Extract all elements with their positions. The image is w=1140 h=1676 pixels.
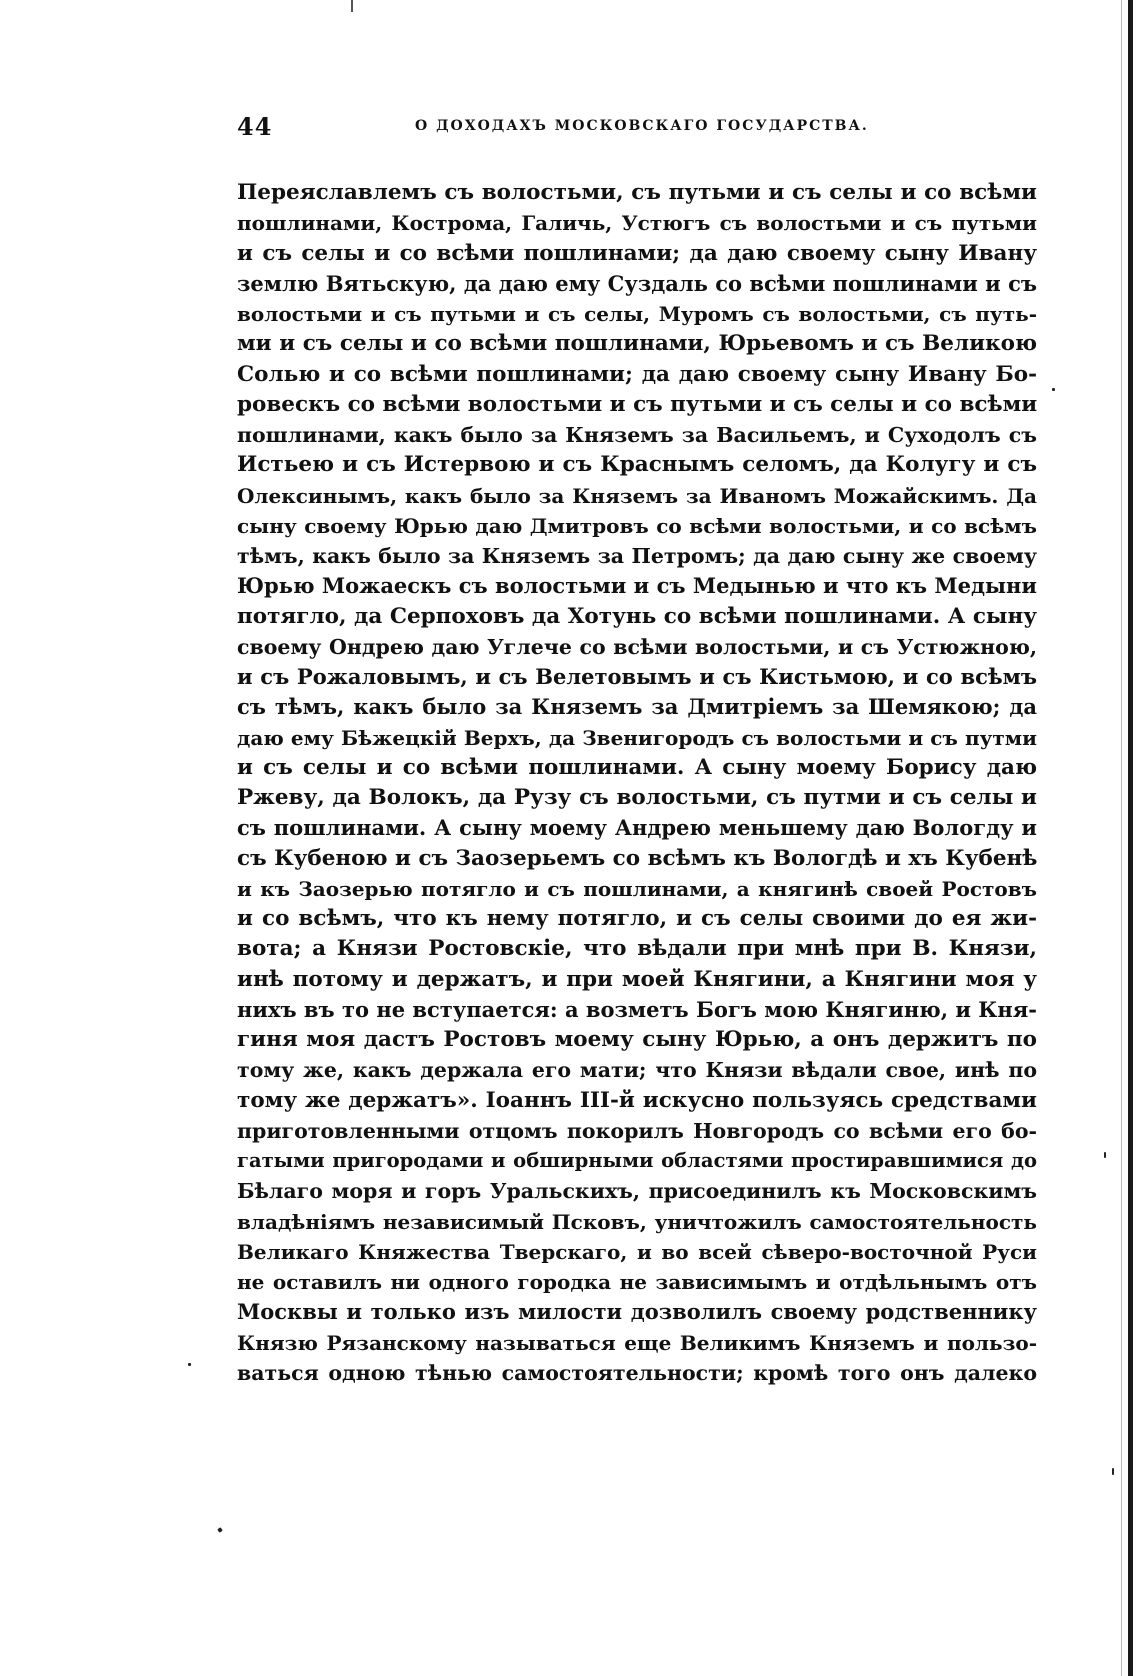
text-line: приготовленными отцомъ покорилъ Новгородъ со всѣми его бо-	[237, 1118, 1037, 1143]
text-line: волостьми и съ путьми и съ селы, Муромъ съ волостьми, съ путь-	[237, 302, 1037, 326]
text-line: Солью и со всѣми пошлинами; да даю своему сыну Ивану Бо-	[237, 361, 1037, 387]
text-line: даю ему Бѣжецкій Верхъ, да Звенигородъ съ волостьми и съ путми	[237, 725, 1037, 750]
ink-speck	[217, 1527, 223, 1533]
text-line: тѣмъ, какъ было за Княземъ за Петромъ; да даю сыну же своему	[237, 544, 1037, 568]
ink-speck	[1112, 1468, 1114, 1475]
text-line: вота; а Князи Ростовскіе, что вѣдали при мнѣ при В. Князи,	[237, 936, 1037, 962]
scan-mark	[351, 0, 353, 12]
text-line: землю Вятьскую, да даю ему Суздаль со всѣми пошлинами и съ	[237, 270, 1037, 296]
page-edge	[1128, 0, 1133, 1676]
ink-speck	[188, 1363, 191, 1366]
text-line: съ пошлинами. А сыну моему Андрею меньшему даю Вологду и	[237, 815, 1037, 841]
text-line: не оставилъ ни одного городка не зависимымъ и отдѣльнымъ отъ	[237, 1270, 1037, 1294]
text-line: тому же, какъ держала его мати; что Князи вѣдали свое, инѣ по	[237, 1058, 1037, 1083]
text-line: владѣніямъ независимый Псковъ, уничтожилъ самостоятельность	[237, 1209, 1037, 1234]
text-line: съ Кубеною и съ Заозерьемъ со всѣмъ къ Вологдѣ и хъ Кубенѣ	[237, 845, 1038, 871]
text-line: и со всѣмъ, что къ нему потягло, и съ селы своими до ея жи-	[237, 906, 1037, 931]
text-line: и съ Рожаловымъ, и съ Велетовымъ и съ Кистьмою, и со всѣмъ	[237, 664, 1037, 689]
text-line: Олексинымъ, какъ было за Княземъ за Иваномъ Можайскимъ. Да	[237, 483, 1037, 508]
text-line: инѣ потому и держатъ, и при моей Княгини, а Княгини моя у	[237, 966, 1037, 992]
text-line: нихъ въ то не вступается: а возметъ Богъ мою Княгиню, и Кня-	[237, 996, 1037, 1022]
text-line: ми и съ селы и со всѣми пошлинами, Юрьевомъ и съ Великою	[237, 331, 1037, 357]
text-line: пошлинами, какъ было за Княземъ за Васильемъ, и Суходолъ съ	[237, 423, 1037, 447]
text-line: и съ селы и со всѣми пошлинами; да даю своему сыну Ивану	[237, 240, 1037, 266]
body-text	[237, 178, 1037, 1388]
text-line: и къ Заозерью потягло и съ пошлинами, а княгинѣ своей Ростовъ	[237, 876, 1037, 901]
text-line: ваться одною тѣнью самостоятельности; кромѣ того онъ далеко	[237, 1360, 1037, 1385]
text-line: Великаго Княжества Тверскаго, и во всей сѣверо-восточной Руси	[237, 1239, 1037, 1264]
text-line: пошлинами, Кострома, Галичь, Устюгъ съ волостьми и съ путьми	[237, 211, 1037, 236]
ink-speck	[1052, 388, 1055, 391]
text-line: гиня моя дастъ Ростовъ моему сыну Юрью, а онъ держитъ по	[237, 1027, 1037, 1052]
ink-speck	[1104, 1152, 1106, 1158]
text-line: Юрью Можаескъ съ волостьми и съ Медынью и что къ Медыни	[237, 573, 1037, 599]
text-line: своему Ондрею даю Углече со всѣми волостьми, и съ Устюжною,	[237, 634, 1037, 659]
text-line: сыну своему Юрью даю Дмитровъ со всѣми волостьми, и со всѣмъ	[237, 513, 1037, 538]
text-line: Москвы и только изъ милости дозволилъ своему родственнику	[237, 1299, 1037, 1325]
text-line: и съ селы и со всѣми пошлинами. А сыну моему Борису даю	[237, 754, 1037, 780]
text-line: Истьею и съ Истервою и съ Краснымъ селомъ, да Колугу и съ	[237, 452, 1037, 478]
text-line: Князю Рязанскому называться еще Великимъ Княземъ и пользо-	[237, 1330, 1037, 1355]
text-line: съ тѣмъ, какъ было за Княземъ за Дмитріемъ за Шемякою; да	[237, 694, 1037, 720]
text-line: тому же держатъ». Іоаннъ III-й искусно пользуясь средствами	[237, 1087, 1037, 1113]
text-line: ровескъ со всѣми волостьми и съ путьми и съ селы и со всѣми	[237, 391, 1038, 417]
text-line: Переяславлемъ съ волостьми, съ путьми и съ селы и со всѣми	[237, 180, 1037, 205]
text-line: Ржеву, да Волокъ, да Рузу съ волостьми, съ путми и съ селы и	[237, 785, 1037, 810]
text-line: гатыми пригородами и обширными областями простиравшимися до	[237, 1149, 1037, 1172]
text-line: Бѣлаго моря и горъ Уральскихъ, присоединилъ къ Московскимъ	[237, 1179, 1037, 1204]
page-header	[237, 112, 1037, 142]
page-number: 44	[237, 112, 273, 141]
text-line: потягло, да Серпоховъ да Хотунь со всѣми пошлинами. А сыну	[237, 603, 1037, 629]
page-edge-shadow	[1121, 0, 1122, 1676]
running-head: О ДОХОДАХЪ МОСКОВСКАГО ГОСУДАРСТВА.	[415, 118, 869, 134]
